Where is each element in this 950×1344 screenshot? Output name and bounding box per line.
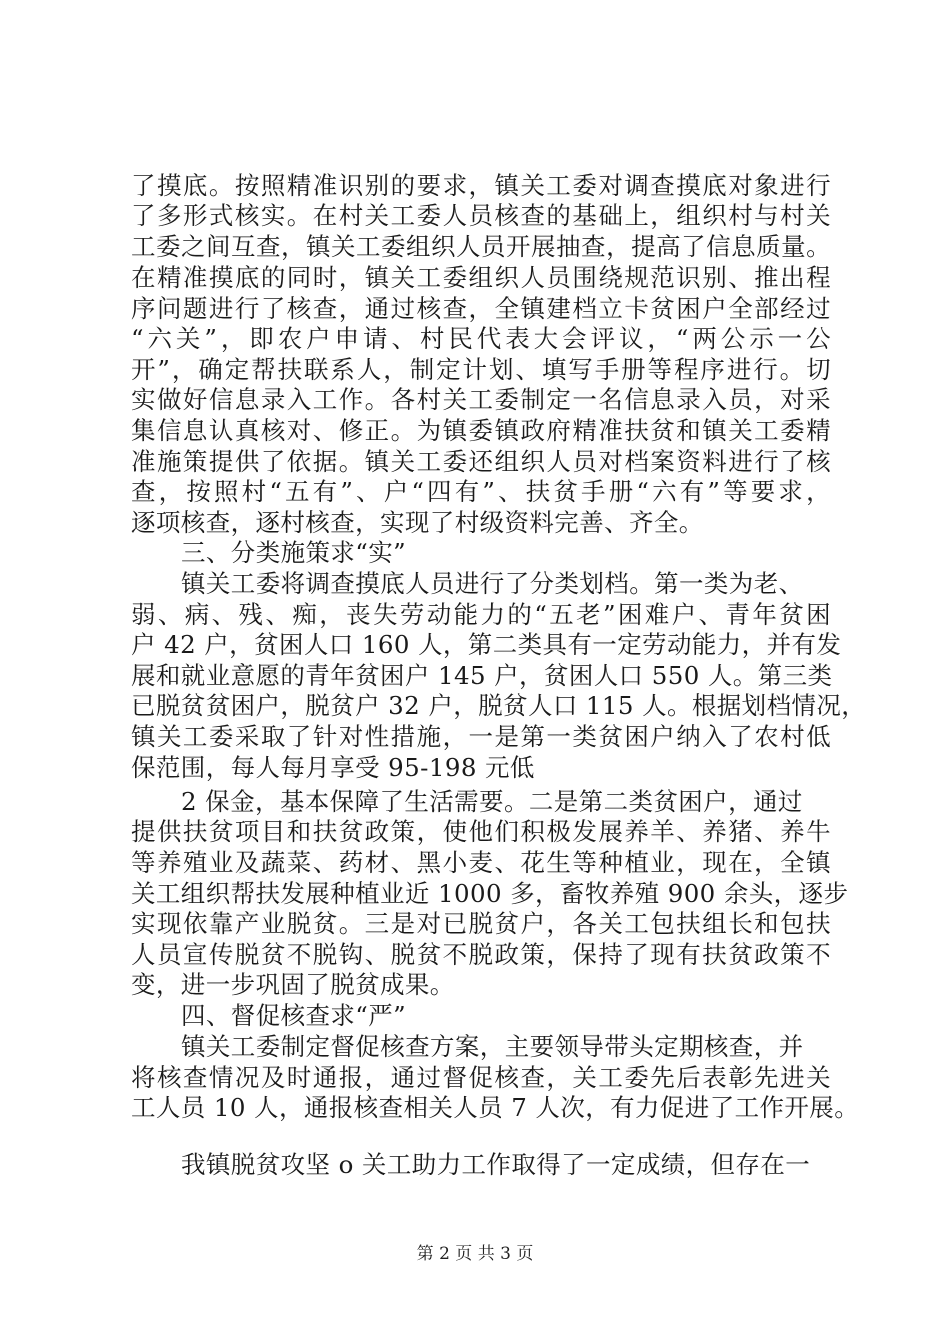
text-line: 镇关工委采取了针对性措施，一是第一类贫困户纳入了农村低: [131, 722, 831, 751]
text-line: 了多形式核实。在村关工委人员核查的基础上，组织村与村关: [131, 201, 831, 230]
text-line: 等养殖业及蔬菜、药材、黑小麦、花生等种植业，现在，全镇: [131, 848, 831, 877]
text-line: 展和就业意愿的青年贫困户 145 户，贫困人口 550 人。第三类: [131, 661, 833, 690]
text-line: 实现依靠产业脱贫。三是对已脱贫户，各关工包扶组长和包扶: [131, 909, 831, 938]
text-line: 了摸底。按照精准识别的要求，镇关工委对调查摸底对象进行: [131, 171, 831, 200]
text-line: 关工组织帮扶发展种植业近 1000 多，畜牧养殖 900 余头，逐步: [131, 879, 849, 908]
text-line: 准施策提供了依据。镇关工委还组织人员对档案资料进行了核: [131, 447, 831, 476]
text-line: 镇关工委制定督促核查方案，主要领导带头定期核查，并: [181, 1032, 804, 1061]
text-line: 变，进一步巩固了脱贫成果。: [131, 970, 455, 999]
page-number: 第 2 页 共 3 页: [416, 1244, 534, 1264]
text-line: 人员宣传脱贫不脱钩、脱贫不脱政策，保持了现有扶贫政策不: [131, 940, 831, 969]
text-line: 提供扶贫项目和扶贫政策，使他们积极发展养羊、养猪、养牛: [131, 817, 831, 846]
text-line: 查，按照村“五有”、户“四有”、扶贫手册“六有”等要求，: [131, 477, 831, 506]
text-line: 实做好信息录入工作。各村关工委制定一名信息录入员，对采: [131, 385, 831, 414]
text-line: “六关”，即农户申请、村民代表大会评议，“两公示一公: [131, 324, 831, 353]
text-line: 镇关工委将调查摸底人员进行了分类划档。第一类为老、: [181, 569, 804, 598]
text-line: 工委之间互查，镇关工委组织人员开展抽查，提高了信息质量。: [131, 232, 831, 261]
text-line: 我镇脱贫攻坚 o 关工助力工作取得了一定成绩，但存在一: [181, 1150, 811, 1179]
text-line: 将核查情况及时通报，通过督促核查，关工委先后表彰先进关: [131, 1063, 831, 1092]
text-line: 在精准摸底的同时，镇关工委组织人员围绕规范识别、推出程: [131, 263, 831, 292]
text-line: 已脱贫贫困户，脱贫户 32 户，脱贫人口 115 人。根据划档情况，: [131, 691, 867, 720]
text-line: 弱、病、残、痴，丧失劳动能力的“五老”困难户、青年贫困: [131, 600, 831, 629]
text-line: 2 保金，基本保障了生活需要。二是第二类贫困户，通过: [181, 787, 803, 816]
text-line: 工人员 10 人，通报核查相关人员 7 人次，有力促进了工作开展。: [131, 1093, 860, 1122]
text-line: 户 42 户，贫困人口 160 人，第二类具有一定劳动能力，并有发: [131, 630, 842, 659]
text-line: 开”，确定帮扶联系人，制定计划、填写手册等程序进行。切: [131, 355, 831, 384]
section-heading-4: 四、督促核查求“严”: [181, 1001, 407, 1030]
text-line: 序问题进行了核查，通过核查，全镇建档立卡贫困户全部经过: [131, 294, 831, 323]
text-line: 逐项核查，逐村核查，实现了村级资料完善、齐全。: [131, 508, 704, 537]
section-heading-3: 三、分类施策求“实”: [181, 538, 407, 567]
text-line: 集信息认真核对、修正。为镇委镇政府精准扶贫和镇关工委精: [131, 416, 831, 445]
text-line: 保范围，每人每月享受 95-198 元低: [131, 753, 535, 782]
